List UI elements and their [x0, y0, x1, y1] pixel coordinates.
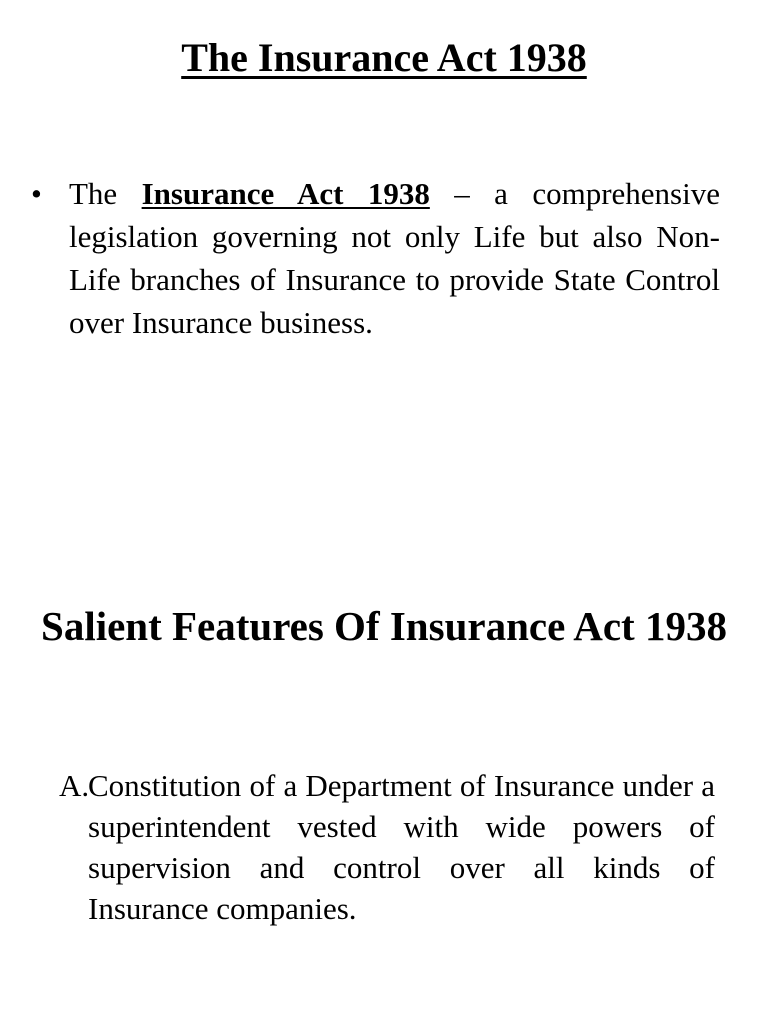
act-name-emphasis: Insurance Act 1938	[141, 176, 430, 211]
bullet-marker: •	[31, 176, 42, 211]
slide-salient-features	[0, 512, 768, 1024]
bullet-paragraph	[31, 172, 720, 344]
feature-label: A.	[59, 768, 90, 803]
slide-title: Salient Features Of Insurance Act 1938	[41, 603, 727, 649]
feature-item	[59, 765, 715, 929]
bullet-text: – a comprehensive legislation governing not only Life but also Non-Life branches of Insurance to provide State Control over Insurance business.	[69, 176, 720, 340]
bullet-lead: The	[69, 176, 142, 211]
slide-title-text: The Insurance Act 1938	[181, 35, 587, 80]
feature-text: Constitution of a Department of Insurance under a superintendent vested with wide powers of supervision and control over all kinds of Insurance companies.	[88, 768, 715, 926]
slide-title	[0, 36, 768, 80]
